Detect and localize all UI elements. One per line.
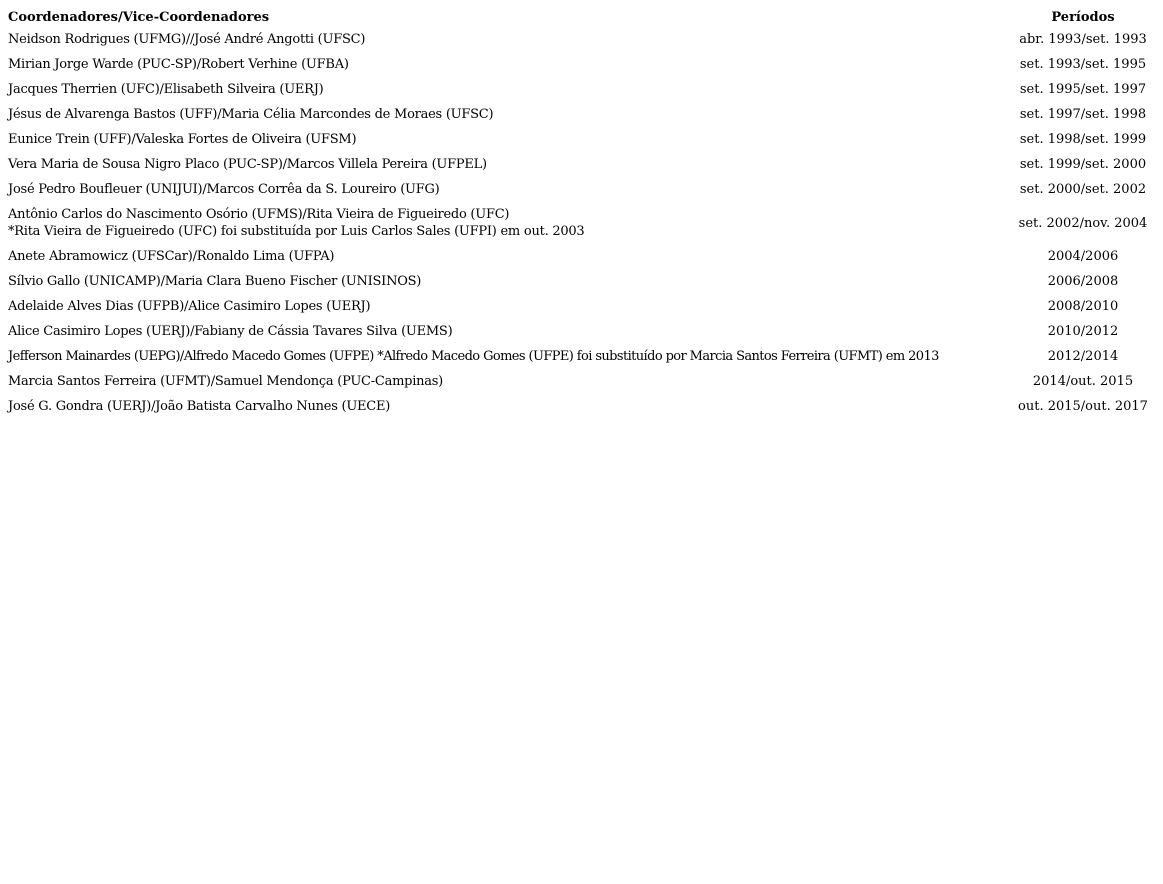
period-cell: out. 2015/out. 2017: [1018, 399, 1148, 414]
table-row: [6, 77, 1158, 102]
substitution-note: *Rita Vieira de Figueiredo (UFC) foi substituída por Luis Carlos Sales (UFPI) em out. 2003: [8, 224, 585, 239]
header-coordinators: Coordenadores/Vice-Coordenadores: [8, 9, 270, 25]
coordinators-cell: Neidson Rodrigues (UFMG)//José André Angotti (UFSC): [8, 32, 366, 47]
coordinators-cell: Jésus de Alvarenga Bastos (UFF)/Maria Célia Marcondes de Moraes (UFSC): [8, 107, 494, 122]
coordinators-cell: [6, 202, 1008, 244]
period-cell: set. 1993/set. 1995: [1019, 57, 1147, 72]
table-row: [6, 319, 1158, 344]
coordinators-cell: Mirian Jorge Warde (PUC-SP)/Robert Verhine (UFBA): [8, 57, 349, 72]
table-row: [6, 394, 1158, 419]
table-row: [6, 294, 1158, 319]
coordinators-cell: Anete Abramowicz (UFSCar)/Ronaldo Lima (UFPA): [8, 249, 335, 264]
coordinators-cell: José Pedro Boufleuer (UNIJUI)/Marcos Corrêa da S. Loureiro (UFG): [8, 182, 440, 197]
table-row: [6, 127, 1158, 152]
table-row: [6, 102, 1158, 127]
coordinators-cell: Vera Maria de Sousa Nigro Placo (PUC-SP)/Marcos Villela Pereira (UFPEL): [8, 157, 487, 172]
coordinators-cell: Jacques Therrien (UFC)/Elisabeth Silveira (UERJ): [8, 82, 324, 97]
period-cell: abr. 1993/set. 1993: [1019, 32, 1147, 47]
coordinators-cell: Marcia Santos Ferreira (UFMT)/Samuel Mendonça (PUC-Campinas): [8, 374, 443, 389]
period-cell: set. 1997/set. 1998: [1019, 107, 1147, 122]
period-cell: 2010/2012: [1047, 324, 1119, 339]
table-row: [6, 344, 1158, 369]
period-cell: 2004/2006: [1047, 249, 1119, 264]
coordinators-cell: Adelaide Alves Dias (UFPB)/Alice Casimiro Lopes (UERJ): [8, 299, 371, 314]
table-row: [6, 27, 1158, 52]
period-cell: set. 1998/set. 1999: [1019, 132, 1147, 147]
period-cell: 2008/2010: [1047, 299, 1119, 314]
table-row: [6, 52, 1158, 77]
table-row: [6, 244, 1158, 269]
table-row: [6, 202, 1158, 244]
coordinators-cell: Sílvio Gallo (UNICAMP)/Maria Clara Bueno Fischer (UNISINOS): [8, 274, 422, 289]
period-cell: set. 2000/set. 2002: [1019, 182, 1147, 197]
period-cell: 2014/out. 2015: [1032, 374, 1134, 389]
table-row: [6, 152, 1158, 177]
coordinators-table-container: [6, 7, 1158, 419]
coordinators-cell: Eunice Trein (UFF)/Valeska Fortes de Oliveira (UFSM): [8, 132, 357, 147]
table-row: [6, 177, 1158, 202]
coordinators-cell: Jefferson Mainardes (UEPG)/Alfredo Macedo Gomes (UFPE) *Alfredo Macedo Gomes (UFPE) foi substituído por Marcia Santos Ferreira (UFMT) em 2013: [8, 349, 939, 364]
table-header-row: [6, 7, 1158, 27]
period-cell: set. 2002/nov. 2004: [1018, 215, 1148, 231]
period-cell: set. 1995/set. 1997: [1019, 82, 1147, 97]
table-row: [6, 369, 1158, 394]
coordinators-cell: Alice Casimiro Lopes (UERJ)/Fabiany de Cássia Tavares Silva (UEMS): [8, 324, 453, 339]
header-periods: Períodos: [1051, 9, 1115, 25]
coordinators-cell: José G. Gondra (UERJ)/João Batista Carvalho Nunes (UECE): [8, 399, 391, 414]
coordinators-table: [6, 7, 1158, 419]
period-cell: set. 1999/set. 2000: [1019, 157, 1147, 172]
coordinators-names: Antônio Carlos do Nascimento Osório (UFMS)/Rita Vieira de Figueiredo (UFC): [8, 207, 510, 222]
period-cell: 2012/2014: [1047, 349, 1119, 364]
table-row: [6, 269, 1158, 294]
period-cell: 2006/2008: [1047, 274, 1119, 289]
